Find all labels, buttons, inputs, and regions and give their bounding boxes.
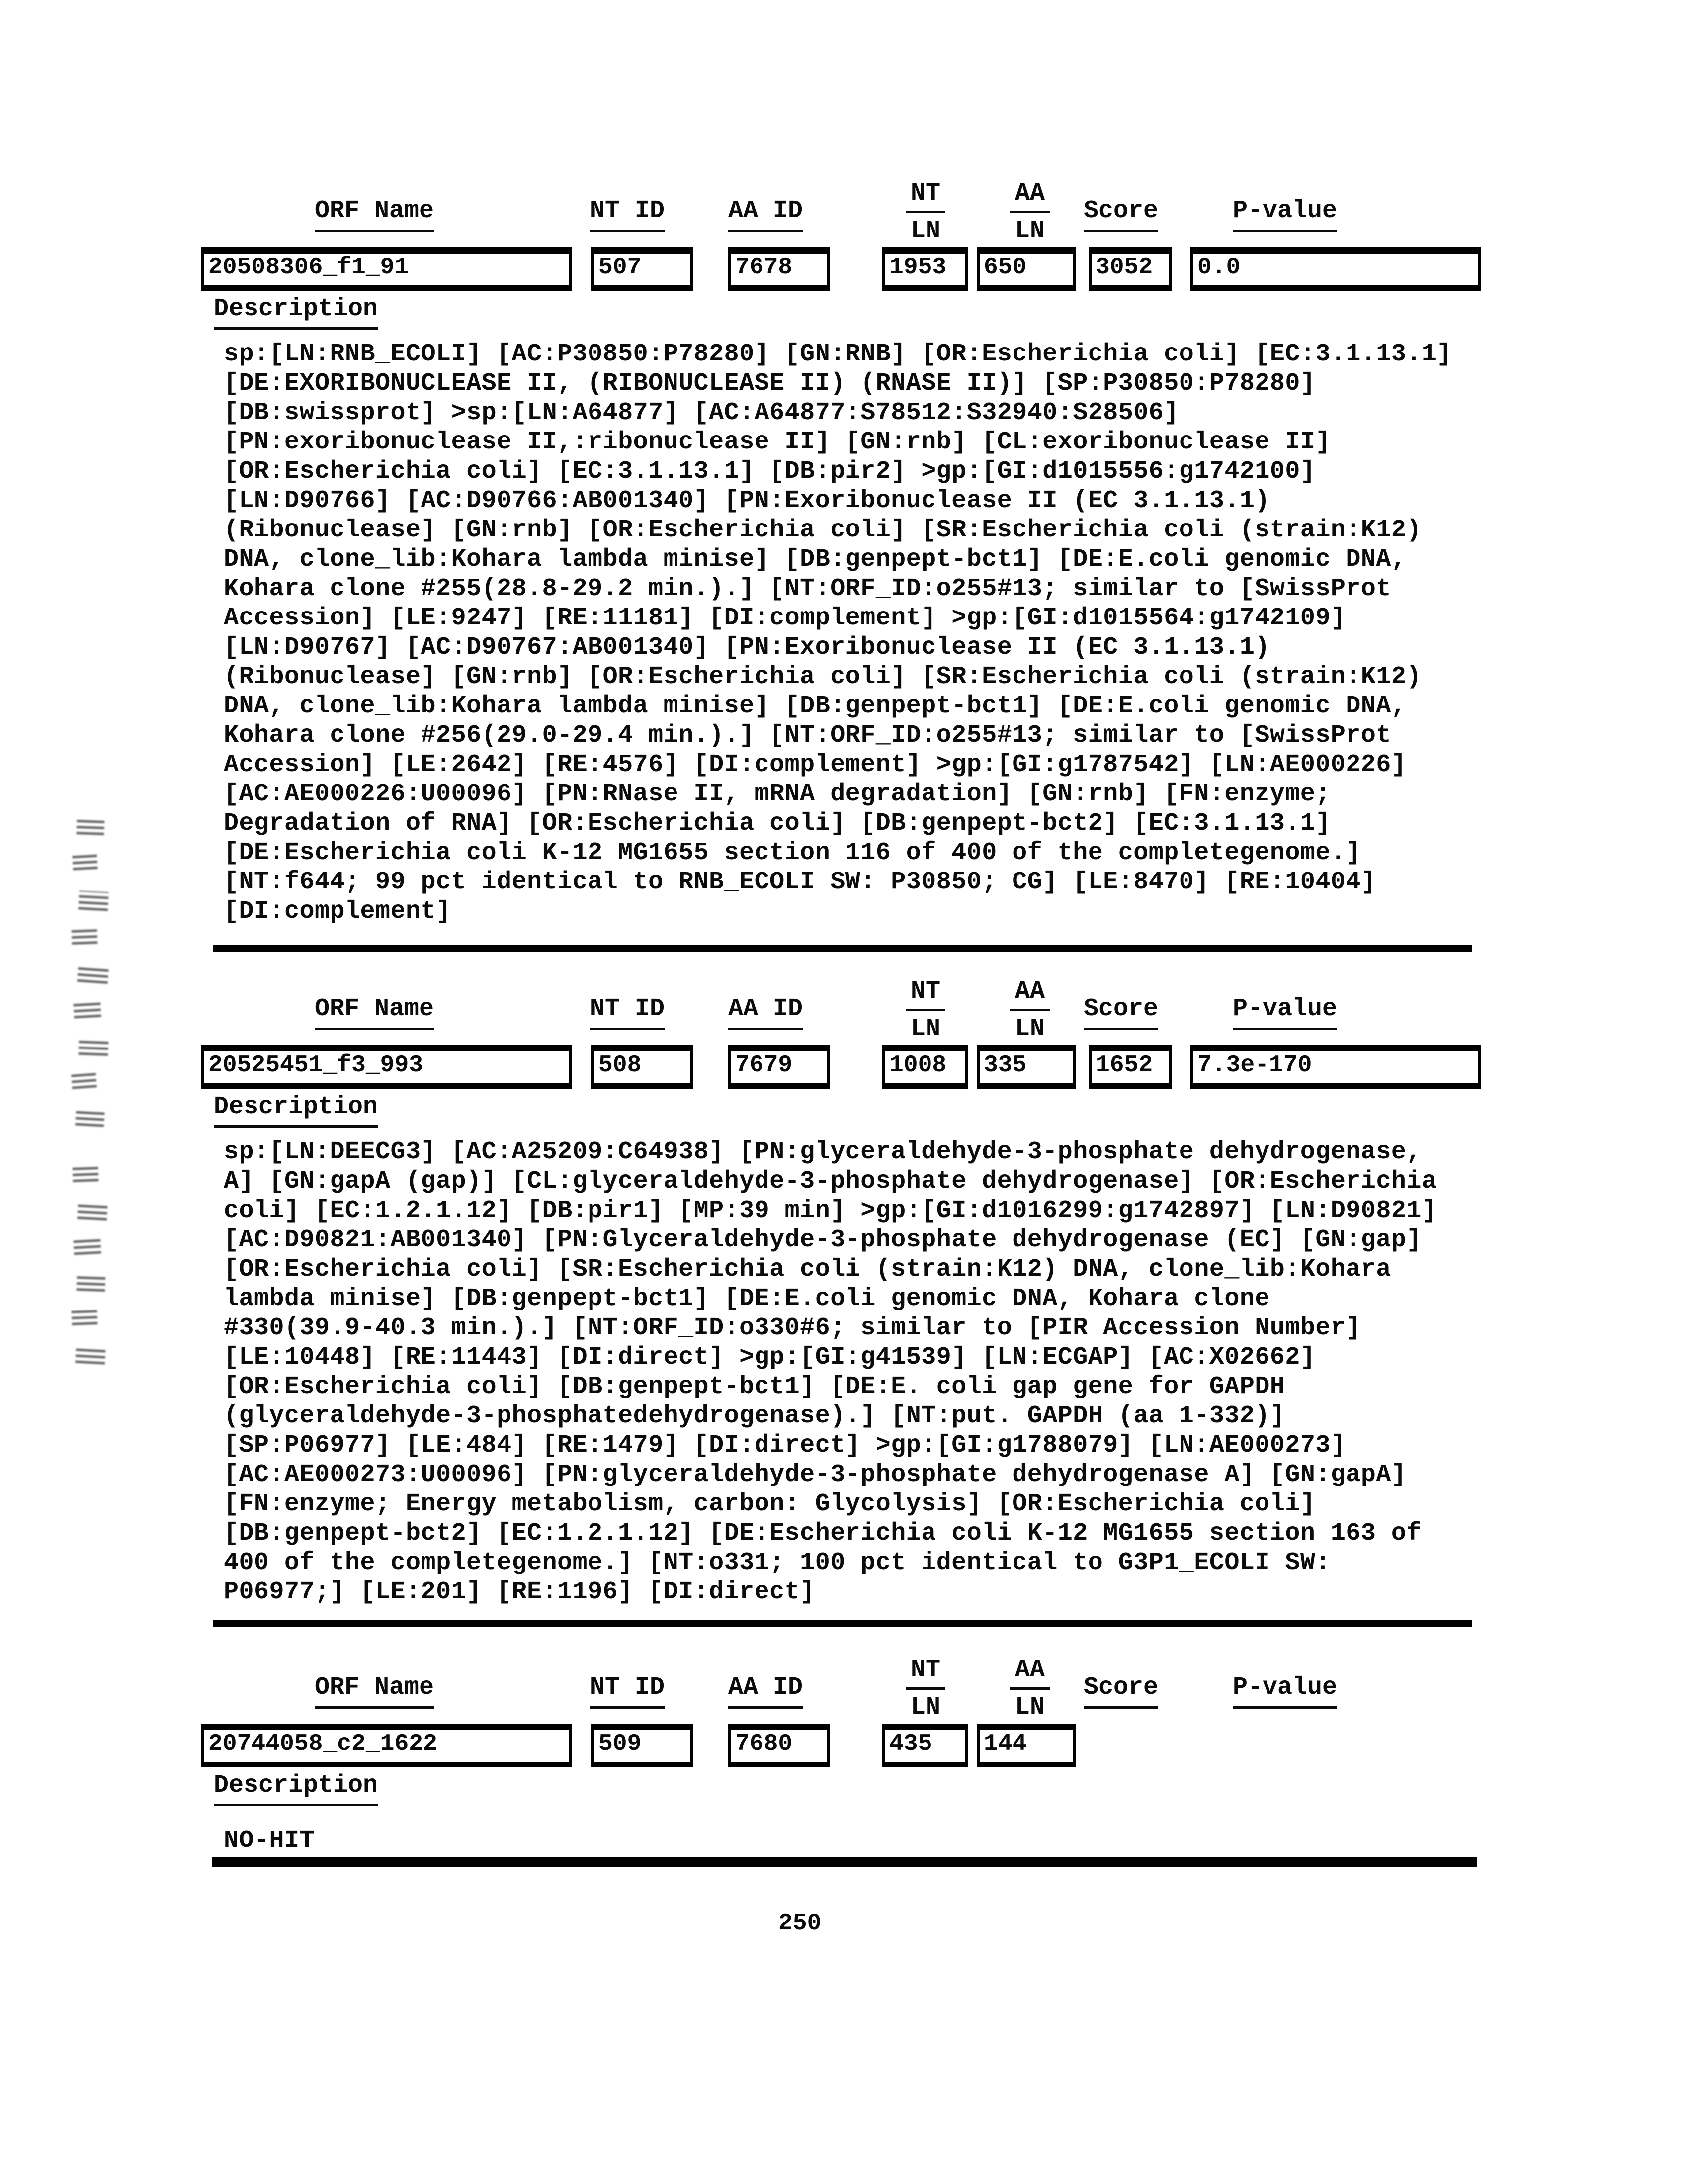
left-margin-scan-artifacts (70, 818, 124, 1404)
column-header-aa-id: AA ID (728, 1675, 803, 1709)
nt-id-box (592, 1045, 693, 1089)
nt-ln-box (882, 247, 968, 291)
column-header-aa-ln (1010, 1658, 1050, 1733)
nt-ln-box (882, 1045, 968, 1089)
column-header-nt-ln (906, 979, 945, 1054)
scan-smudge-mark (76, 817, 104, 835)
score-box (1089, 1045, 1172, 1089)
aa-id-value: 7679 (735, 1052, 793, 1079)
column-header-nt-ln (906, 181, 945, 256)
description-text: sp:[LN:DEECG3] [AC:A25209:C64938] [PN:glyceraldehyde-3-phosphate dehydrogenase, A] [GN:gapA (gap)] [CL:glyceraldehyde-3-phosphate dehydrogenase] [OR:Escherichia coli] [EC:1.2.1.12] [DB:pir1] [MP:39 min] >gp:[GI:d1016299:g1742897] [LN:D90821] [AC:D90821:AB001340] [PN:Glyceraldehyde-3-phosphate dehydrogenase (EC] [GN:gap] [OR:Escherichia coli] [SR:Escherichia coli (strain:K12) DNA, clone_lib:Kohara lambda minise] [DB:genpept-bct1] [DE:E.coli genomic DNA, Kohara clone #330(39.9-40.3 min.).] [NT:ORF_ID:o330#6; similar to [PIR Accession Number] [LE:10448] [RE:11443] [DI:direct] >gp:[GI:g41539] [LN:ECGAP] [AC:X02662] [OR:Escherichia coli] [DB:genpept-bct1] [DE:E. coli gap gene for GAPDH (glyceraldehyde-3-phosphatedehydrogenase).] [NT:put. GAPDH (aa 1-332)] [SP:P06977] [LE:484] [RE:1479] [DI:direct] >gp:[GI:g1788079] [LN:AE000273] [AC:AE000273:U00096] [PN:glyceraldehyde-3-phosphate dehydrogenase A] [GN:gapA] [FN:enzyme; Energy metabolism, carbon: Glycolysis] [OR:Escherichia coli] [DB:genpept-bct2] [EC:1.2.1.12] [DE:Escherichia coli K-12 MG1655 section 163 of 400 of the completegenome.] [NT:o331; 100 pct identical to G3P1_ECOLI SW: P06977;] [LE:201] [RE:1196] [DI:direct] (224, 1138, 1437, 1606)
orf-name-value: 20525451_f3_993 (208, 1052, 423, 1079)
column-header-aa: AA (1010, 1658, 1050, 1690)
column-header-nt-id: NT ID (590, 997, 665, 1030)
p-value-box (1190, 1045, 1481, 1089)
column-header-ln: LN (906, 1017, 945, 1048)
description-label: Description (214, 1095, 378, 1128)
column-header-score: Score (1084, 1675, 1158, 1709)
description-text: NO-HIT (224, 1827, 315, 1855)
description-label: Description (214, 297, 378, 330)
aa-ln-box (977, 1724, 1076, 1767)
column-header-p-value: P-value (1233, 997, 1337, 1030)
column-header-ln: LN (1010, 219, 1050, 251)
bottom-rule (212, 1857, 1477, 1867)
column-header-ln: LN (1010, 1017, 1050, 1048)
column-header-nt: NT (906, 1658, 945, 1690)
page-number: 250 (778, 1910, 822, 1937)
column-header-ln: LN (1010, 1695, 1050, 1727)
column-header-ln: LN (906, 1695, 945, 1727)
nt-ln-box (882, 1724, 968, 1767)
column-header-aa-id: AA ID (728, 199, 803, 232)
scan-smudge-mark (73, 1001, 101, 1019)
score-value: 3052 (1096, 254, 1153, 281)
score-value: 1652 (1096, 1052, 1153, 1079)
section-divider-rule (213, 1620, 1472, 1627)
nt-ln-value: 1008 (889, 1052, 947, 1079)
scan-smudge-mark (78, 1037, 108, 1056)
p-value-box (1190, 247, 1481, 291)
aa-id-value: 7680 (735, 1731, 793, 1757)
aa-id-box (728, 1045, 830, 1089)
aa-id-value: 7678 (735, 254, 793, 281)
column-header-score: Score (1084, 997, 1158, 1030)
nt-ln-value: 435 (889, 1731, 932, 1757)
aa-id-box (728, 1724, 830, 1767)
aa-id-box (728, 247, 830, 291)
scan-smudge-mark (72, 854, 98, 871)
column-header-nt-id: NT ID (590, 199, 665, 232)
nt-id-value: 508 (598, 1052, 642, 1079)
description-text: sp:[LN:RNB_ECOLI] [AC:P30850:P78280] [GN:RNB] [OR:Escherichia coli] [EC:3.1.13.1] [DE:EXORIBONUCLEASE II, (RIBONUCLEASE II) (RNASE II)] [SP:P30850:P78280] [DB:swissprot] >sp:[LN:A64877] [AC:A64877:S78512:S32940:S28506] [PN:exoribonuclease II,:ribonuclease II] [GN:rnb] [CL:exoribonuclease II] [OR:Escherichia coli] [EC:3.1.13.1] [DB:pir2] >gp:[GI:d1015556:g1742100] [LN:D90766] [AC:D90766:AB001340] [PN:Exoribonuclease II (EC 3.1.13.1) (Ribonuclease] [GN:rnb] [OR:Escherichia coli] [SR:Escherichia coli (strain:K12) DNA, clone_lib:Kohara lambda minise] [DB:genpept-bct1] [DE:E.coli genomic DNA, Kohara clone #255(28.8-29.2 min.).] [NT:ORF_ID:o255#13; similar to [SwissProt Accession] [LE:9247] [RE:11181] [DI:complement] >gp:[GI:d1015564:g1742109] [LN:D90767] [AC:D90767:AB001340] [PN:Exoribonuclease II (EC 3.1.13.1) (Ribonuclease] [GN:rnb] [OR:Escherichia coli] [SR:Escherichia coli (strain:K12) DNA, clone_lib:Kohara lambda minise] [DB:genpept-bct1] [DE:E.coli genomic DNA, Kohara clone #256(29.0-29.4 min.).] [NT:ORF_ID:o255#13; similar to [SwissProt Accession] [LE:2642] [RE:4576] [DI:complement] >gp:[GI:g1787542] [LN:AE000226] [AC:AE000226:U00096] [PN:RNase II, mRNA degradation] [GN:rnb] [FN:enzyme; Degradation of RNA] [OR:Escherichia coli] [DB:genpept-bct2] [EC:3.1.13.1] [DE:Escherichia coli K-12 MG1655 section 116 of 400 of the completegenome.] [NT:f644; 99 pct identical to RNB_ECOLI SW: P30850; CG] [LE:8470] [RE:10404] [DI:complement] (224, 340, 1452, 926)
scan-smudge-mark (78, 890, 109, 911)
nt-id-box (592, 247, 693, 291)
aa-ln-value: 335 (984, 1052, 1027, 1079)
description-label: Description (214, 1773, 378, 1806)
column-header-nt: NT (906, 181, 945, 213)
scan-smudge-mark (77, 1201, 108, 1220)
orf-name-value: 20508306_f1_91 (208, 254, 409, 281)
score-box (1089, 247, 1172, 291)
column-header-aa-ln (1010, 979, 1050, 1054)
aa-ln-value: 650 (984, 254, 1027, 281)
orf-name-box (201, 1724, 572, 1767)
column-header-orf-name: ORF Name (315, 997, 434, 1030)
scan-smudge-mark (71, 1072, 97, 1089)
column-header-nt-ln (906, 1658, 945, 1733)
column-header-score: Score (1084, 199, 1158, 232)
column-header-aa-ln (1010, 181, 1050, 256)
scan-smudge-mark (75, 1345, 106, 1364)
nt-id-value: 509 (598, 1731, 642, 1757)
aa-ln-value: 144 (984, 1731, 1027, 1757)
column-header-ln: LN (906, 219, 945, 251)
orf-name-box (201, 1045, 572, 1089)
column-header-orf-name: ORF Name (315, 1675, 434, 1709)
section-divider-rule (213, 945, 1472, 952)
column-header-p-value: P-value (1233, 199, 1337, 232)
column-header-orf-name: ORF Name (315, 199, 434, 232)
nt-ln-value: 1953 (889, 254, 947, 281)
scan-smudge-mark (71, 929, 97, 945)
nt-id-box (592, 1724, 693, 1767)
aa-ln-box (977, 1045, 1076, 1089)
orf-name-value: 20744058_c2_1622 (208, 1731, 437, 1757)
column-header-aa-id: AA ID (728, 997, 803, 1030)
p-value-value: 7.3e-170 (1197, 1052, 1312, 1079)
aa-ln-box (977, 247, 1076, 291)
column-header-p-value: P-value (1233, 1675, 1337, 1709)
scan-smudge-mark (71, 1310, 97, 1325)
orf-name-box (201, 247, 572, 291)
column-header-nt: NT (906, 979, 945, 1011)
p-value-value: 0.0 (1197, 254, 1241, 281)
scan-smudge-mark (72, 1165, 98, 1182)
nt-id-value: 507 (598, 254, 642, 281)
scan-smudge-mark (76, 1274, 105, 1292)
column-header-aa: AA (1010, 181, 1050, 213)
scan-smudge-mark (77, 964, 109, 984)
column-header-nt-id: NT ID (590, 1675, 665, 1709)
scan-smudge-mark (73, 1238, 101, 1255)
column-header-aa: AA (1010, 979, 1050, 1011)
scan-smudge-mark (75, 1109, 105, 1127)
